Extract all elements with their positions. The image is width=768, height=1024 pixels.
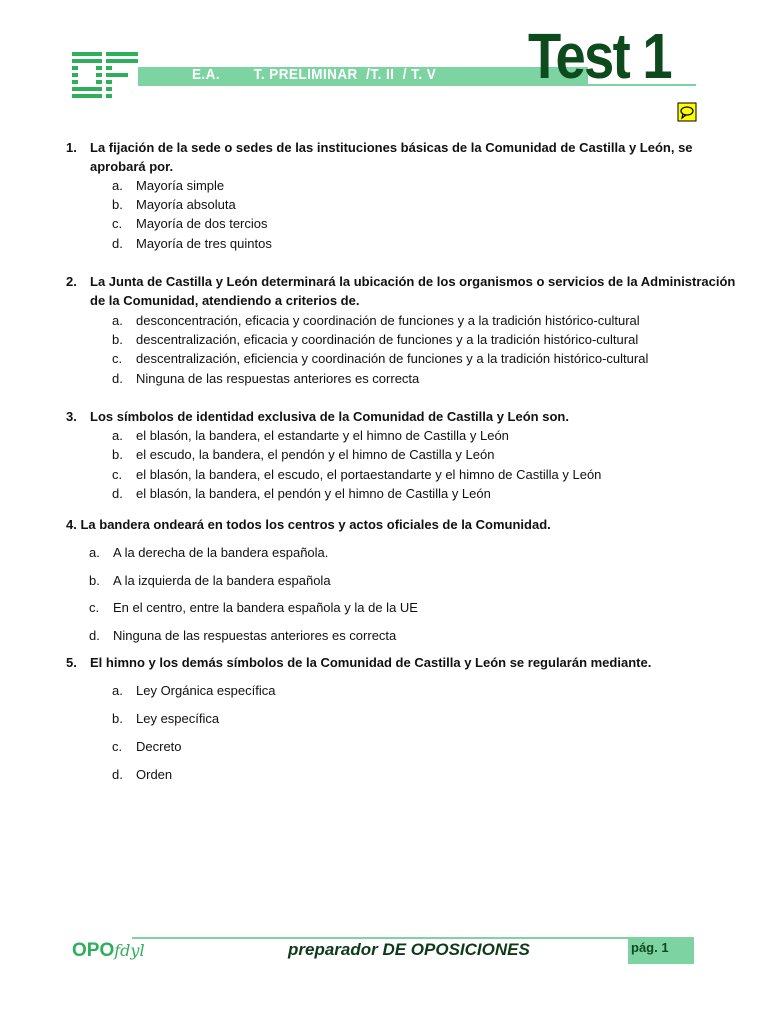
option[interactable] [112, 484, 491, 503]
question-number: 2. [66, 274, 77, 289]
option[interactable] [112, 681, 275, 700]
option-text: el blasón, la bandera, el estandarte y el himno de Castilla y León [136, 428, 509, 443]
option-text: Mayoría absoluta [136, 197, 236, 212]
question-line: Los símbolos de identidad exclusiva de la Comunidad de Castilla y León son. [90, 409, 569, 424]
option[interactable] [112, 195, 236, 214]
question-number: 3. [66, 409, 77, 424]
option-text: Ninguna de las respuestas anteriores es correcta [113, 628, 397, 643]
option[interactable] [112, 330, 638, 349]
option[interactable] [112, 445, 494, 464]
option-text: Ninguna de las respuestas anteriores es correcta [136, 371, 420, 386]
question-4 [66, 515, 551, 534]
option-letter: c. [112, 739, 123, 754]
question-2 [66, 272, 77, 291]
question-line: La bandera ondeará en todos los centros y actos oficiales de la Comunidad. [80, 517, 551, 532]
option[interactable] [112, 765, 172, 784]
option-letter: d. [112, 767, 123, 782]
option[interactable] [112, 234, 272, 253]
option-text: A la derecha de la bandera española. [113, 545, 329, 560]
opo-logo [72, 52, 138, 98]
option-text: el blasón, la bandera, el escudo, el portaestandarte y el himno de Castilla y León [136, 467, 602, 482]
option[interactable] [112, 737, 182, 756]
question-line: aprobará por. [90, 159, 174, 174]
option-letter: b. [89, 573, 100, 588]
option-text: Mayoría de tres quintos [136, 236, 272, 251]
option-text: A la izquierda de la bandera española [113, 573, 331, 588]
option-letter: d. [112, 371, 123, 386]
option[interactable] [89, 543, 328, 562]
option-letter: b. [112, 197, 123, 212]
option-text: descentralización, eficacia y coordinación de funciones y a la tradición histórico-cultural [136, 332, 639, 347]
page-number: pág. 1 [631, 940, 669, 955]
option-letter: a. [112, 683, 123, 698]
option-letter: c. [112, 351, 123, 366]
option-letter: d. [89, 628, 100, 643]
option[interactable] [112, 311, 640, 330]
option-text: Mayoría simple [136, 178, 225, 193]
option-text: Ley Orgánica específica [136, 683, 276, 698]
option-letter: b. [112, 447, 123, 462]
option-letter: c. [89, 600, 100, 615]
question-5 [66, 653, 77, 672]
option-text: En el centro, entre la bandera española y la de la UE [113, 600, 418, 615]
footer-logo-sub: fdyl [114, 941, 145, 960]
question-text [90, 653, 651, 672]
question-3 [66, 407, 77, 426]
option-letter: a. [112, 428, 123, 443]
option-text: descentralización, eficiencia y coordinación de funciones y a la tradición histórico-cultural [136, 351, 649, 366]
option[interactable] [112, 709, 219, 728]
option[interactable] [112, 465, 601, 484]
comment-icon[interactable] [677, 102, 697, 122]
question-line: de la Comunidad, atendiendo a criterios de. [90, 293, 360, 308]
option-text: Orden [136, 767, 173, 782]
option-text: desconcentración, eficacia y coordinación de funciones y a la tradición histórico-cultural [136, 313, 640, 328]
option-text: el blasón, la bandera, el pendón y el himno de Castilla y León [136, 486, 491, 501]
question-number: 5. [66, 655, 77, 670]
question-text [90, 272, 735, 310]
option[interactable] [112, 176, 224, 195]
option-text: Ley específica [136, 711, 220, 726]
option-letter: a. [89, 545, 100, 560]
option[interactable] [89, 598, 418, 617]
option[interactable] [89, 571, 331, 590]
page-title: Test 1 [528, 20, 671, 92]
question-text [90, 407, 569, 426]
option-letter: b. [112, 711, 123, 726]
option-letter: c. [112, 467, 123, 482]
option-letter: a. [112, 178, 123, 193]
footer-tagline: preparador DE OPOSICIONES [288, 940, 530, 959]
question-number: 1. [66, 140, 77, 155]
option[interactable] [112, 214, 268, 233]
question-number: 4. [66, 517, 77, 532]
option-letter: c. [112, 216, 123, 231]
question-text [90, 138, 693, 176]
option[interactable] [112, 426, 509, 445]
footer-logo [72, 940, 145, 962]
question-1 [66, 138, 77, 157]
option-letter: d. [112, 236, 123, 251]
option-letter: a. [112, 313, 123, 328]
option-letter: d. [112, 486, 123, 501]
option[interactable] [112, 349, 648, 368]
question-line: La Junta de Castilla y León determinará la ubicación de los organismos o servicios de la Administración [90, 274, 736, 289]
option[interactable] [112, 369, 419, 388]
question-line: El himno y los demás símbolos de la Comunidad de Castilla y León se regularán mediante. [90, 655, 652, 670]
question-line: La fijación de la sede o sedes de las instituciones básicas de la Comunidad de Castilla y León, se [90, 140, 693, 155]
option-text: Decreto [136, 739, 182, 754]
option[interactable] [89, 626, 396, 645]
footer-logo-main: OPO [72, 940, 115, 961]
option-text: el escudo, la bandera, el pendón y el himno de Castilla y León [136, 447, 495, 462]
header-subject: E.A. T. PRELIMINAR /T. II / T. V [192, 66, 437, 83]
footer-line [132, 937, 632, 939]
option-letter: b. [112, 332, 123, 347]
option-text: Mayoría de dos tercios [136, 216, 268, 231]
